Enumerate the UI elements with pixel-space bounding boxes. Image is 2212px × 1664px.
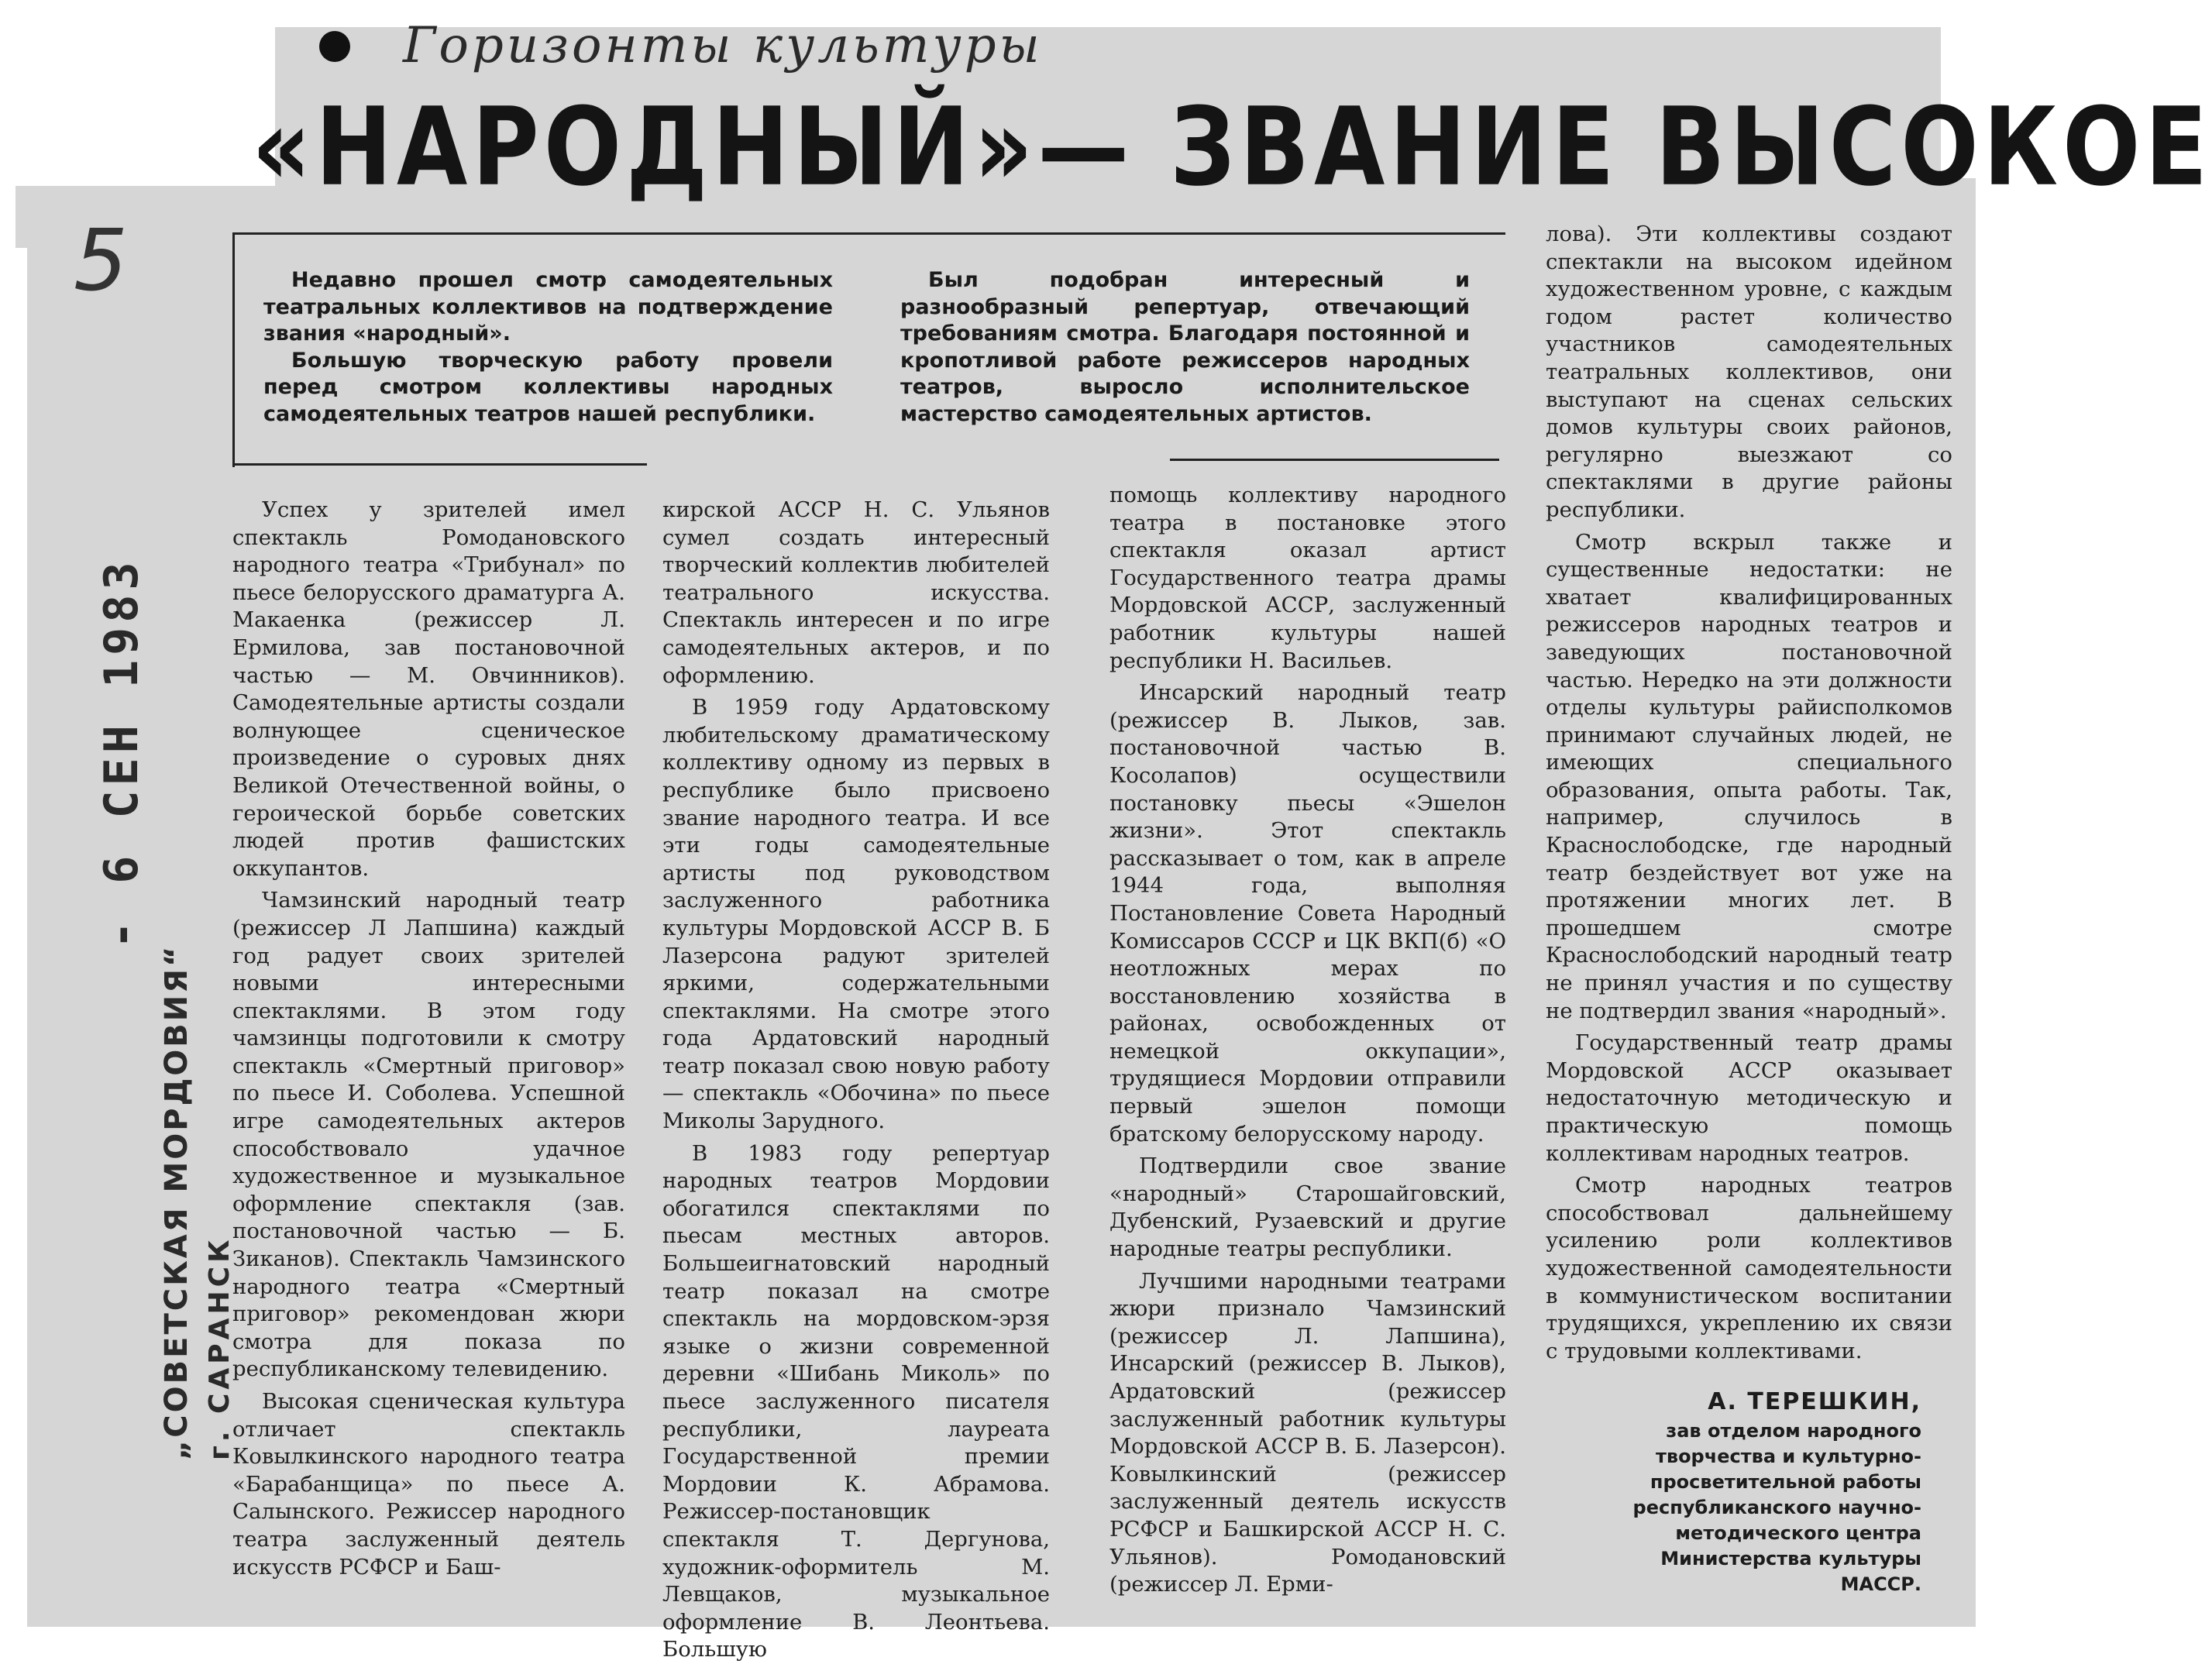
- article-paragraph: Инсарский народный театр (режиссер В. Лыков, зав. постановочной частью В. Косолапов) осуществили постановку пьесы «Эшелон жизни». Этот спектакль рассказывает о том, как в апреле 1944 года, выполняя Постановление Совета Народный Комиссаров СССР и ЦК ВКП(б) «О неотложных мерах по восстановлению хозяйства в районах, освобожденных от немецкой оккупации», трудящиеся Мордовии отправили первый эшелон помощи братскому белорусскому народу.: [1109, 680, 1506, 1147]
- author-position-line: Министерства культуры: [1660, 1548, 1921, 1569]
- rubric: Горизонты культуры: [403, 17, 1043, 74]
- article-column-1: [232, 497, 625, 1581]
- stamp-city: г. САРАНСК: [204, 1236, 236, 1460]
- headline: «НАРОДНЫЙ»— ЗВАНИЕ ВЫСОКОЕ: [252, 84, 2212, 210]
- article-paragraph: Чамзинский народный театр (режиссер Л Лапшина) каждый год радует своих зрителей новыми интересными спектаклями. В этом году чамзинцы подготовили к смотру спектакль «Смертный приговор» по пьесе И. Соболева. Успешной игре самодеятельных актеров способствовало удачное художественное и музыкальное оформление спектакля (зав. постановочной частью — Б. Зиканов). Спектакль Чамзинского народного театра «Смертный приговор» рекомендован жюри смотра для показа по республиканскому телевидению.: [232, 888, 625, 1382]
- author-position-line: республиканского научно-: [1632, 1497, 1921, 1518]
- article-paragraph: кирской АССР Н. С. Ульянов сумел создать интересный творческий коллектив любителей театрального искусства. Спектакль интересен и по игре самодеятельных актеров, и по оформлению.: [662, 497, 1050, 688]
- lead-paragraph: Большую творческую работу провели перед смотром коллективы народных самодеятельных театров нашей республики.: [263, 348, 833, 426]
- author-position-line: просветительной работы: [1650, 1471, 1921, 1493]
- lead-column-left: [263, 267, 833, 428]
- stamp-newspaper: „СОВЕТСКАЯ МОРДОВИЯ“: [159, 944, 194, 1460]
- author-position-line: творчества и культурно-: [1655, 1446, 1921, 1467]
- article-column-2: [662, 497, 1050, 1664]
- article-paragraph: Смотр вскрыл также и существенные недостатки: не хватает квалифицированных режиссеров народных театров и заведующих постановочной частью. Нередко на эти должности отделы культуры райисполкомов принимают случайных людей, не имеющих специального образования, опыта работы. Так, например, случилось в Краснослободске, где народный театр бездействует вот уже на протяжении многих лет. В прошедшем смотре Краснослободский народный театр не принял участия и по существу не подтвердил звания «народный».: [1546, 529, 1952, 1023]
- article-paragraph: помощь коллективу народного театра в постановке этого спектакля оказал артист Государственного театра драмы Мордовской АССР, заслуженный работник культуры нашей республики Н. Васильев.: [1109, 483, 1506, 673]
- article-paragraph: Смотр народных театров способствовал дальнейшему усилению роли коллективов художественной самодеятельности в коммунистическом воспитании трудящихся, укреплению их связи с трудовыми коллективами.: [1546, 1173, 1952, 1363]
- article-paragraph: В 1983 году репертуар народных театров Мордовии обогатился спектаклями по пьесам местных авторов. Большеигнатовский народный театр показал на смотре спектакль на мордовском-эрзя языке о жизни современной деревни «Шибань Миколь» по пьесе заслуженного писателя республики, лауреата Государственной премии Мордовии К. Абрамова. Режиссер-постановщик спектакля Т. Дергунова, художник-оформитель М. Левщаков, музыкальное оформление В. Леонтьева. Большую: [662, 1140, 1050, 1662]
- author-name: А. ТЕРЕШКИН,: [1708, 1388, 1921, 1415]
- lead-box-rule-right: [1170, 459, 1499, 461]
- article-column-4: [1546, 221, 1952, 1365]
- article-paragraph: Государственный театр драмы Мордовской АССР оказывает недостаточную методическую и практическую помощь коллективам народных театров.: [1546, 1030, 1952, 1166]
- article-paragraph: Успех у зрителей имел спектакль Ромодановского народного театра «Трибунал» по пьесе белорусского драматурга А. Макаенка (режиссер Л. Ермилова, зав постановочной частью — М. Овчинников). Самодеятельные артисты создали волнующее сценическое произведение о суровых днях Великой Отечественной войны, о героической борьбе советских людей против фашистских оккупантов.: [232, 497, 625, 881]
- article-paragraph: Лучшими народными театрами жюри признало Чамзинский (режиссер Л. Лапшина), Инсарский (режиссер В. Лыков), Ардатовский (режиссер заслуженный работник культуры Мордовской АССР В. Б. Лазерсон). Ковылкинский (режиссер заслуженный деятель искусств РСФСР и Башкирской АССР Н. С. Ульянов). Ромодановский (режиссер Л. Ерми-: [1109, 1268, 1506, 1597]
- lead-paragraph: Был подобран интересный и разнообразный репертуар, отвечающий требованиям смотра. Благодаря постоянной и кропотливой работе режиссеров народных театров, выросло исполнительское мастерство самодеятельных артистов.: [900, 268, 1470, 426]
- date-stamp: [95, 558, 149, 949]
- article-paragraph: лова). Эти коллективы создают спектакли на высоком идейном художественном уровне, с каждым годом растет количество участников самодеятельных театральных коллективов, они выступают на сценах сельских домов культуры своих районов, регулярно выезжают со спектаклями в другие районы республики.: [1546, 222, 1952, 522]
- lead-column-right: [900, 267, 1470, 428]
- article-paragraph: Подтвердили свое звание «народный» Старошайговский, Дубенский, Рузаевский и другие народные театры республики.: [1109, 1153, 1506, 1262]
- author-position-line: МАССР.: [1840, 1573, 1921, 1595]
- bullet-icon: [319, 31, 350, 62]
- article-paragraph: Высокая сценическая культура отличает спектакль Ковылкинского народного театра «Барабанщица» по пьесе А. Салынского. Режиссер народного театра заслуженный деятель искусств РСФСР и Баш-: [232, 1389, 625, 1580]
- source-stamp: [155, 944, 242, 1460]
- stamp-date: - 6 СЕН 1983: [95, 557, 149, 949]
- lead-box-rule-bottom: [232, 463, 647, 466]
- author-signature: [1519, 1388, 1921, 1597]
- article-paragraph: В 1959 году Ардатовскому любительскому драматическому коллективу одному из первых в республике было присвоено звание народного театра. И все эти годы самодеятельные артисты под руководством заслуженного работника культуры Мордовской АССР В. Б Лазерсона радуют зрителей яркими, содержательными спектаклями. На смотре этого года Ардатовский народный театр показал свою новую работу — спектакль «Обочина» по пьесе Миколы Зарудного.: [662, 695, 1050, 1134]
- lead-paragraph: Недавно прошел смотр самодеятельных театральных коллективов на подтверждение звания «народный».: [263, 268, 833, 346]
- author-position-line: методического центра: [1675, 1522, 1921, 1544]
- article-column-3: [1109, 482, 1506, 1599]
- handwritten-page-number: 5: [74, 211, 128, 310]
- author-position-line: зав отделом народного: [1666, 1420, 1921, 1442]
